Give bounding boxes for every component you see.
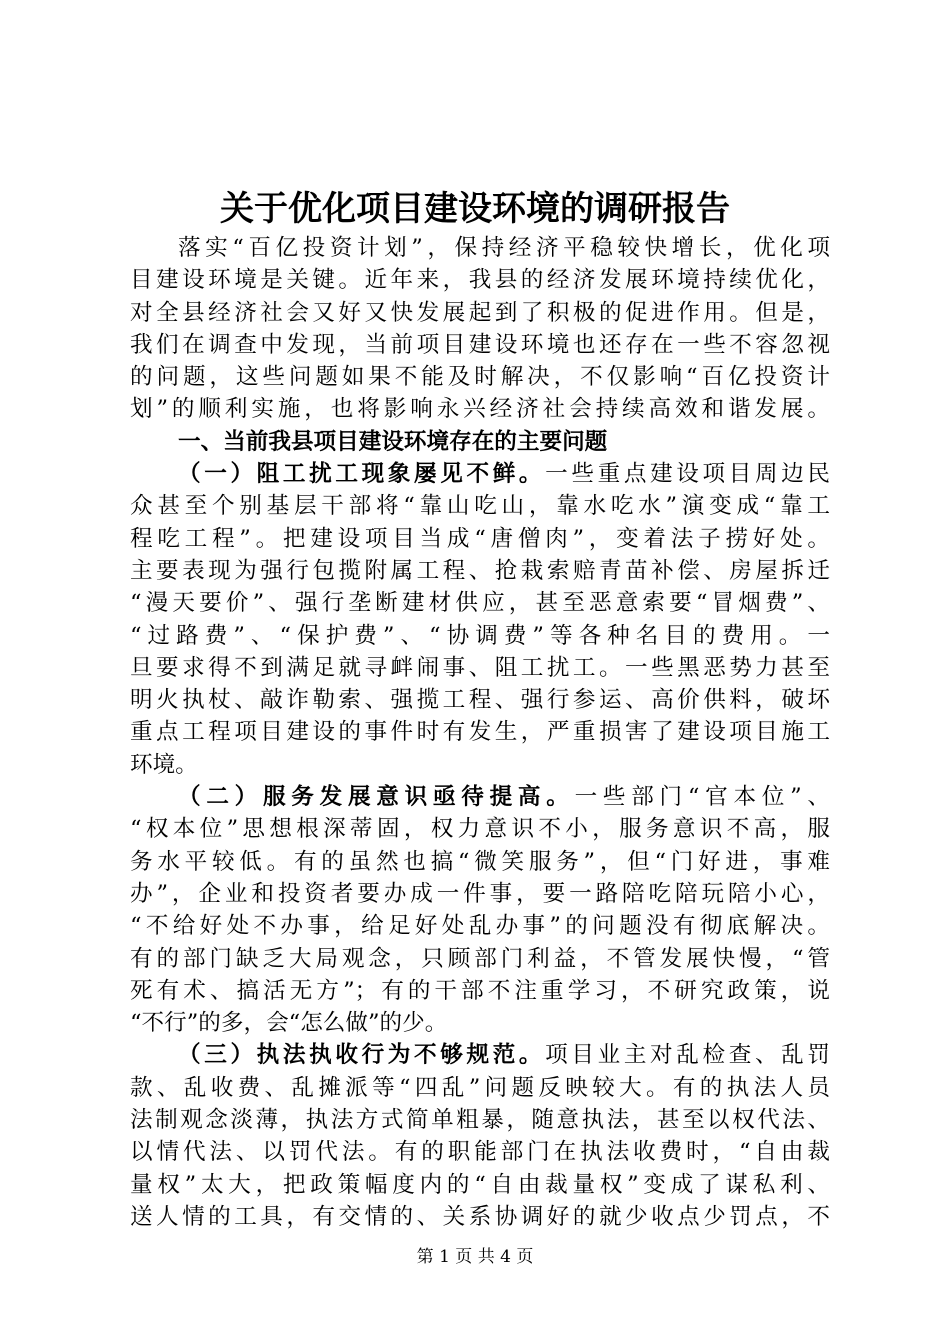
paragraph-line: 众甚至个别基层干部将“靠山吃山，靠水吃水”演变成“靠工 — [130, 493, 830, 520]
section-heading: 一、当前我县项目建设环境存在的主要问题 — [178, 428, 608, 455]
paragraph-line: 重点工程项目建设的事件时有发生，严重损害了建设项目施工 — [130, 719, 830, 746]
subsection-first-line — [130, 458, 830, 490]
paragraph-line: 落实“百亿投资计划”，保持经济平稳较快增长，优化项 — [178, 235, 830, 261]
paragraph-line: 主要表现为强行包揽附属工程、抢栽索赔青苗补偿、房屋拆迁 — [130, 557, 830, 584]
subsection-first-line — [130, 1039, 830, 1071]
paragraph-line: “漫天要价”、强行垄断建材供应，甚至恶意索要“冒烟费”、 — [130, 590, 830, 617]
paragraph-line: 的问题，这些问题如果不能及时解决，不仅影响“百亿投资计 — [130, 364, 830, 391]
subsection-first-line — [130, 781, 830, 813]
paragraph-line: 旦要求得不到满足就寻衅闹事、阻工扰工。一些黑恶势力甚至 — [130, 654, 830, 681]
paragraph-line: 划”的顺利实施，也将影响永兴经济社会持续高效和谐发展。 — [130, 396, 830, 423]
paragraph-line: 办”，企业和投资者要办成一件事，要一路陪吃陪玩陪小心， — [130, 880, 830, 907]
paragraph-line: 程吃工程”。把建设项目当成“唐僧肉”，变着法子捞好处。 — [130, 525, 830, 552]
subsection-heading: （二）服务发展意识亟待提高。 — [178, 784, 575, 811]
paragraph-line: 目建设环境是关键。近年来，我县的经济发展环境持续优化， — [130, 267, 830, 294]
paragraph-line: 对全县经济社会又好又快发展起到了积极的促进作用。但是， — [130, 299, 830, 326]
paragraph-line: 死有术、搞活无方”；有的干部不注重学习，不研究政策，说 — [130, 977, 830, 1004]
paragraph-line: “过路费”、“保护费”、“协调费”等各种名目的费用。一 — [130, 622, 830, 649]
paragraph-line: 明火执杖、敲诈勒索、强揽工程、强行参运、高价供料，破坏 — [130, 687, 830, 714]
paragraph-line: 以情代法、以罚代法。有的职能部门在执法收费时，“自由裁 — [130, 1139, 830, 1166]
subsection-heading: （三）执法执收行为不够规范。 — [178, 1042, 546, 1069]
document-body — [130, 232, 830, 1233]
paragraph-line: “不行”的多，会“怎么做”的少。 — [130, 1010, 448, 1037]
paragraph-line: 款、乱收费、乱摊派等“四乱”问题反映较大。有的执法人员 — [130, 1074, 830, 1101]
paragraph-text: 一些重点建设项目周边民 — [545, 461, 831, 488]
document-title: 关于优化项目建设环境的调研报告 — [220, 189, 730, 229]
paragraph-line: “权本位”思想根深蒂固，权力意识不小，服务意识不高，服 — [130, 816, 830, 843]
page-footer: 第 1 页 共 4 页 — [416, 1247, 534, 1267]
subsection-heading: （一）阻工扰工现象屡见不鲜。 — [178, 461, 546, 488]
paragraph-text: 一些部门“官本位”、 — [574, 784, 830, 811]
paragraph-line: 法制观念淡薄，执法方式简单粗暴，随意执法，甚至以权代法、 — [130, 1107, 830, 1134]
paragraph-line: “不给好处不办事，给足好处乱办事”的问题没有彻底解决。 — [130, 913, 830, 940]
paragraph-line: 有的部门缺乏大局观念，只顾部门利益，不管发展快慢，“管 — [130, 945, 830, 972]
paragraph-line: 环境。 — [130, 751, 198, 778]
paragraph-line: 送人情的工具，有交情的、关系协调好的就少收点少罚点，不 — [130, 1203, 830, 1230]
paragraph-text: 项目业主对乱检查、乱罚 — [545, 1042, 831, 1069]
paragraph-line: 量权”太大，把政策幅度内的“自由裁量权”变成了谋私利、 — [130, 1171, 830, 1198]
paragraph-line: 务水平较低。有的虽然也搞“微笑服务”，但“门好进，事难 — [130, 848, 830, 875]
paragraph-line: 我们在调查中发现，当前项目建设环境也还存在一些不容忽视 — [130, 331, 830, 358]
